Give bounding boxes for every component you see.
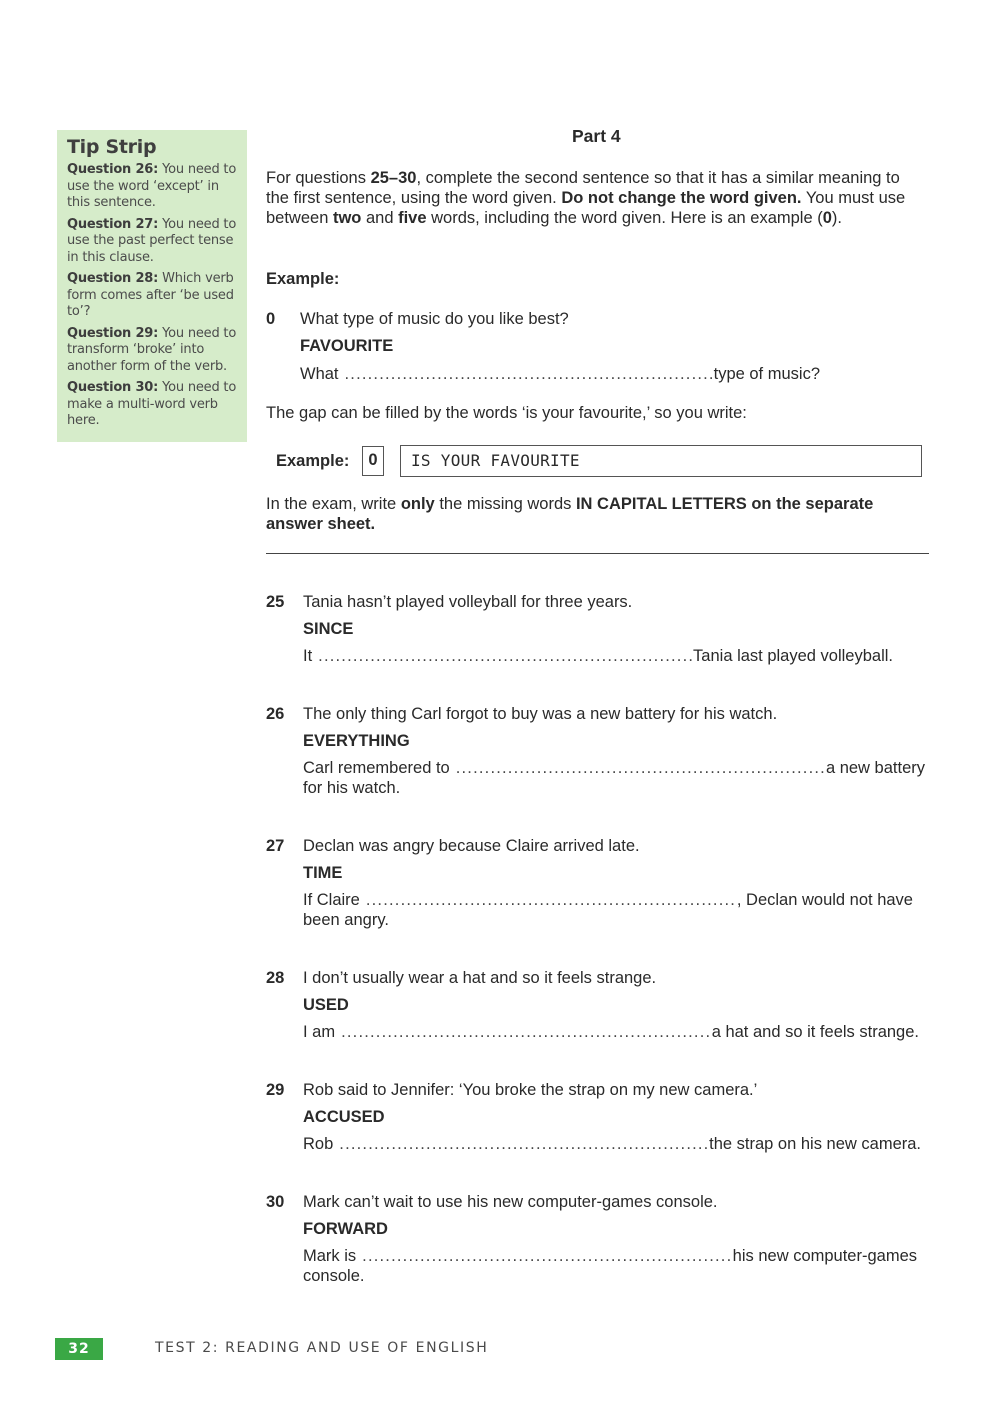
question-number: 0	[266, 310, 276, 328]
tip-strip	[57, 130, 247, 442]
gap-note: The gap can be filled by the words ‘is your favourite,’ so you write:	[266, 404, 747, 422]
example-heading: Example:	[266, 270, 340, 288]
question-sentence: The only thing Carl forgot to buy was a new battery for his watch.	[303, 705, 778, 723]
answer-line-end: a hat and so it feels strange.	[711, 1023, 919, 1041]
intro-text: words, including the word given. Here is an example (	[426, 209, 823, 227]
question-number: 26	[266, 705, 285, 723]
tip-item-label: Question 29:	[67, 325, 159, 341]
answer-gap-dots	[339, 364, 714, 384]
question-sentence: Tania hasn’t played volleyball for three years.	[303, 593, 633, 611]
question-answer-line	[303, 1246, 917, 1266]
intro-bold: five	[398, 209, 427, 227]
question-number: 25	[266, 593, 285, 611]
answer-line-end: type of music?	[713, 365, 820, 383]
example-answer-box: IS YOUR FAVOURITE	[400, 445, 922, 477]
tip-item-text: You need to transform ‘broke’ into another form of the verb.	[67, 325, 237, 374]
question-keyword: SINCE	[303, 620, 354, 638]
tip-item	[67, 217, 239, 267]
answer-line-continuation: for his watch.	[303, 779, 401, 797]
instructions-bold: only	[400, 495, 435, 513]
instructions-text: the missing words	[434, 495, 576, 513]
tip-strip-title: Tip Strip	[67, 136, 157, 158]
answer-line-start: What	[300, 365, 339, 383]
answer-gap-dots	[335, 1022, 712, 1042]
example-answer-label: Example:	[276, 452, 350, 470]
question-sentence: I don’t usually wear a hat and so it feels strange.	[303, 969, 657, 987]
question-answer-line	[303, 758, 925, 778]
question-sentence: Declan was angry because Claire arrived late.	[303, 837, 640, 855]
example-answer-number-box: 0	[362, 446, 384, 476]
question-answer-line	[303, 646, 893, 666]
intro-bold: two	[332, 209, 362, 227]
intro-text: For questions	[266, 169, 371, 187]
question-sentence: What type of music do you like best?	[300, 310, 569, 328]
answer-line-continuation: console.	[303, 1267, 365, 1285]
intro-text: and	[361, 209, 399, 227]
tip-item-label: Question 27:	[67, 216, 159, 232]
question-answer-line	[300, 364, 820, 384]
question-keyword: USED	[303, 996, 349, 1014]
answer-line-end: his new computer-games	[732, 1247, 917, 1265]
answer-gap-dots	[333, 1134, 709, 1154]
question-keyword: ACCUSED	[303, 1108, 385, 1126]
question-keyword: FORWARD	[303, 1220, 388, 1238]
answer-line-end: a new battery	[825, 759, 925, 777]
answer-gap-dots	[356, 1246, 733, 1266]
answer-gap-dots	[450, 758, 826, 778]
question-number: 30	[266, 1193, 285, 1211]
question-sentence: Mark can’t wait to use his new computer-games console.	[303, 1193, 718, 1211]
exam-instructions	[266, 494, 926, 534]
tip-item-label: Question 26:	[67, 162, 159, 177]
tip-item-label: Question 30:	[67, 380, 159, 395]
tip-item-text: Which verb form comes after ‘be used to’?	[67, 271, 234, 319]
part-title: Part 4	[572, 126, 621, 146]
page-number-badge: 32	[55, 1338, 103, 1360]
intro-bold: 0	[822, 209, 832, 227]
tip-item-label: Question 28:	[67, 271, 159, 286]
tip-item	[67, 326, 239, 376]
question-keyword: EVERYTHING	[303, 732, 410, 750]
question-sentence: Rob said to Jennifer: ‘You broke the strap on my new camera.’	[303, 1081, 758, 1099]
answer-line-end: , Declan would not have	[736, 891, 913, 909]
section-divider	[266, 553, 929, 554]
intro-text: , complete the second sentence so that it has a similar meaning to the first sentence, using the word given.	[266, 169, 900, 207]
tip-item-text: You need to use the word ‘except’ in this sentence.	[67, 162, 237, 210]
question-keyword: FAVOURITE	[300, 337, 394, 355]
intro-bold: Do not change the word given.	[561, 189, 802, 207]
question-keyword: TIME	[303, 864, 343, 882]
tip-item-text: You need to make a multi-word verb here.	[67, 380, 237, 428]
answer-line-start: Rob	[303, 1135, 334, 1153]
question-answer-line	[303, 1134, 921, 1154]
instructions-text: In the exam, write	[266, 495, 401, 513]
question-answer-line	[303, 1022, 919, 1042]
tip-item-text: You need to use the past perfect tense in this clause.	[67, 216, 237, 265]
answer-line-start: It	[303, 647, 313, 665]
answer-line-start: If Claire	[303, 891, 360, 909]
instructions-bold: IN CAPITAL LETTERS on the separate answer sheet.	[266, 495, 874, 533]
intro-paragraph	[266, 168, 906, 228]
answer-line-end: the strap on his new camera.	[709, 1135, 921, 1153]
answer-gap-dots	[312, 646, 693, 666]
tip-item	[67, 271, 239, 321]
footer-section-title: TEST 2: READING AND USE OF ENGLISH	[155, 1340, 489, 1356]
answer-line-continuation: been angry.	[303, 911, 389, 929]
answer-line-start: I am	[303, 1023, 336, 1041]
intro-text: You must use between	[266, 189, 906, 227]
example-answer-row	[276, 445, 924, 477]
answer-line-start: Mark is	[303, 1247, 357, 1265]
answer-line-start: Carl remembered to	[303, 759, 450, 777]
answer-gap-dots	[360, 890, 737, 910]
intro-bold: 25–30	[370, 169, 417, 187]
tip-item	[67, 380, 239, 430]
tip-item	[67, 162, 239, 212]
answer-line-end: Tania last played volleyball.	[693, 647, 893, 665]
intro-text: ).	[831, 209, 843, 227]
question-answer-line	[303, 890, 913, 910]
question-number: 27	[266, 837, 285, 855]
question-number: 29	[266, 1081, 285, 1099]
question-number: 28	[266, 969, 285, 987]
